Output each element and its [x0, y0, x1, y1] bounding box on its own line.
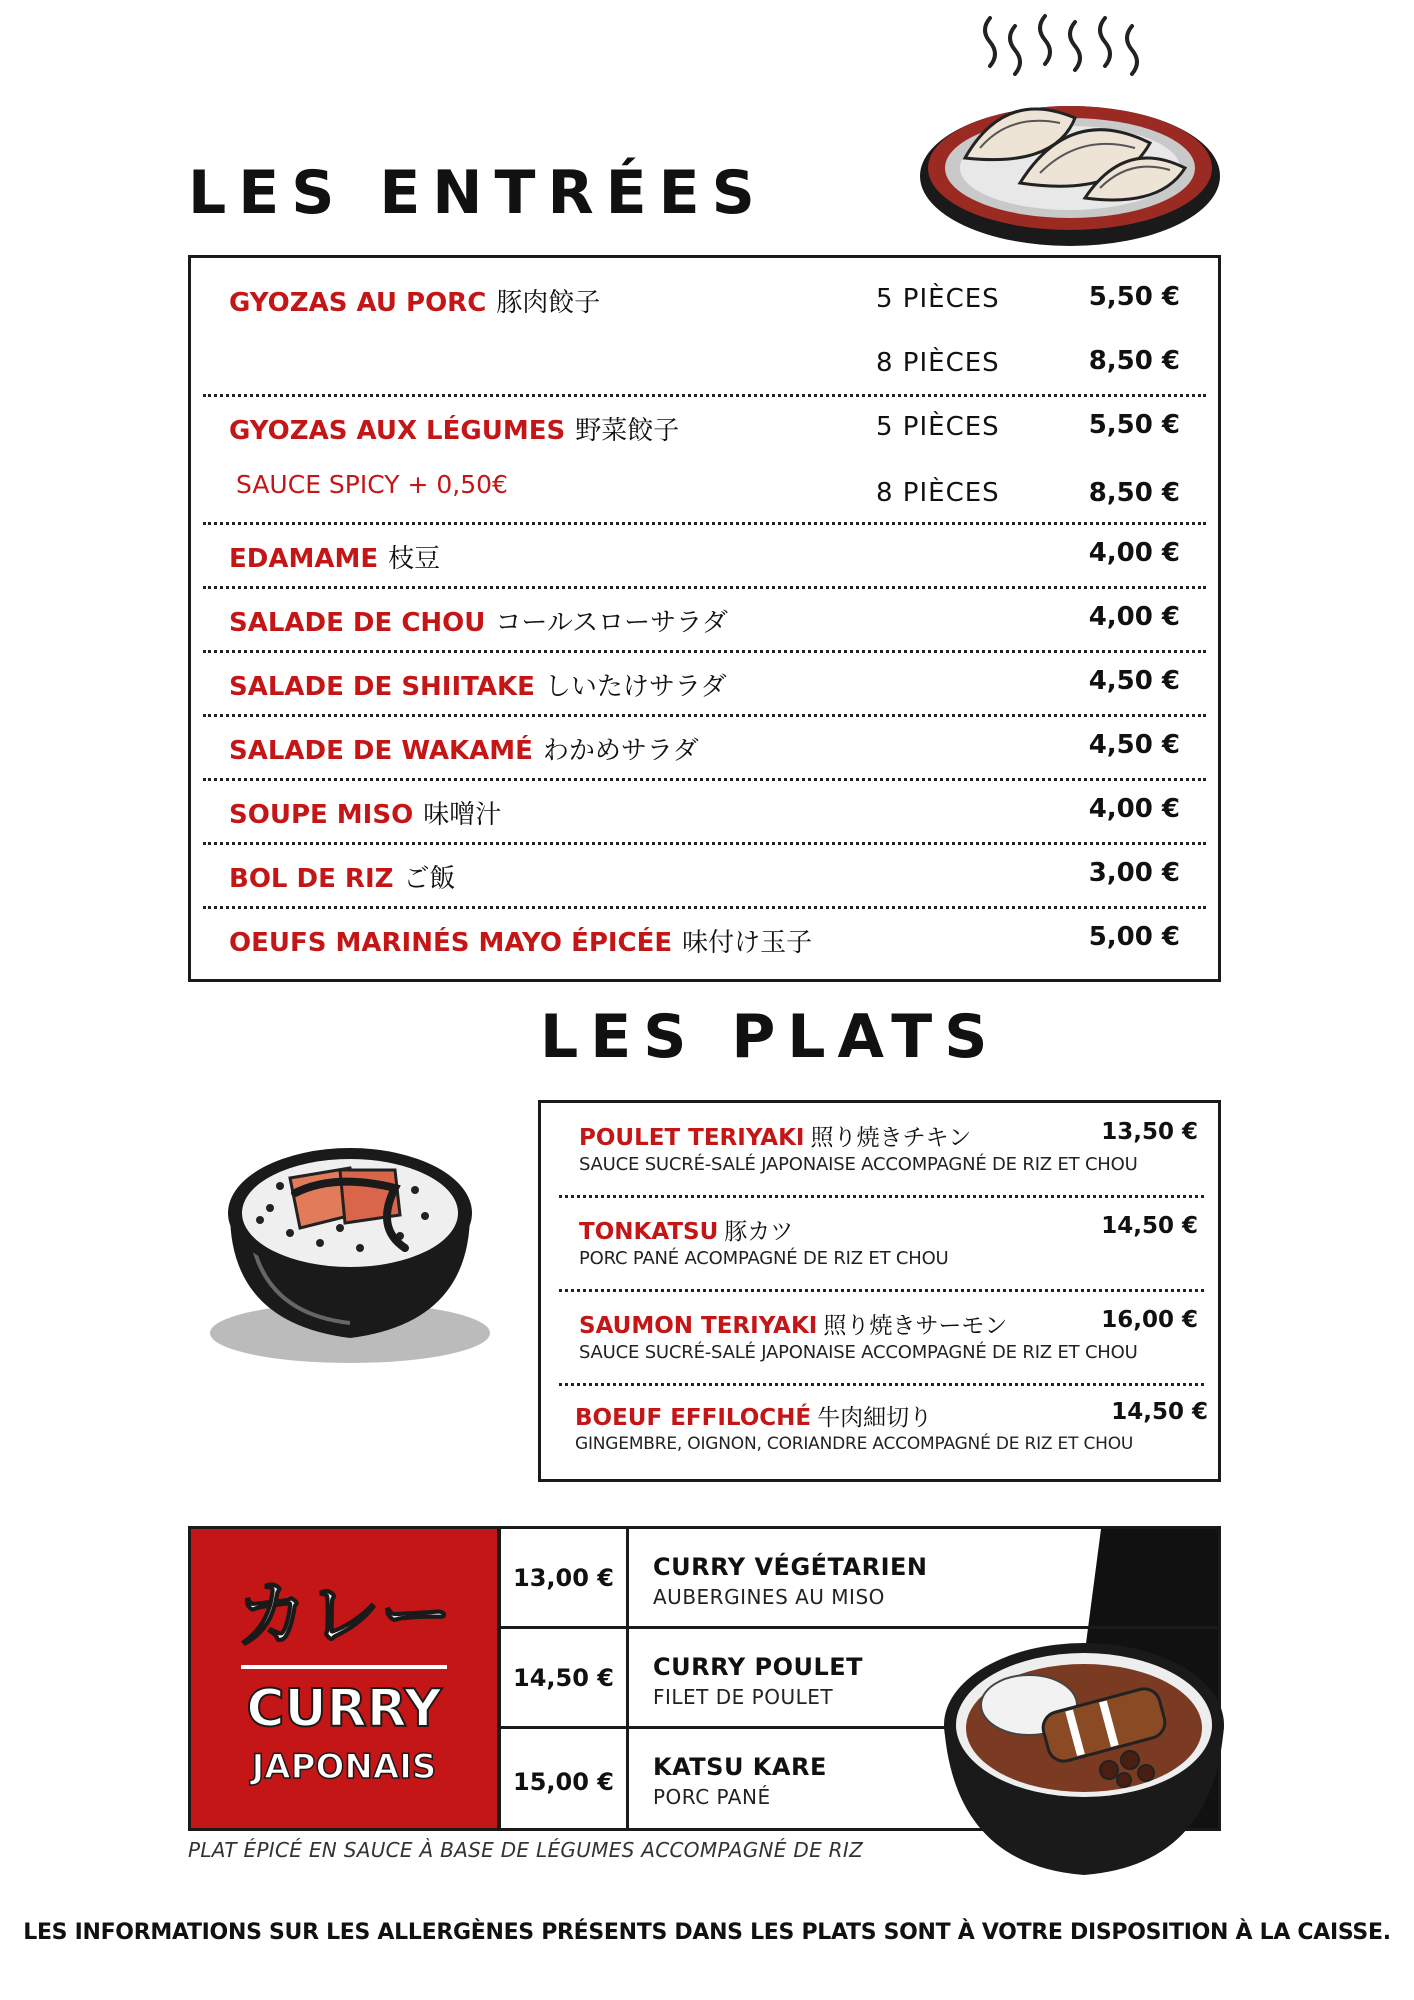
plat-name: SAUMON TERIYAKI 照り焼きサーモン [579, 1313, 1008, 1339]
plat-name: TONKATSU 豚カツ [579, 1219, 794, 1245]
curry-title-panel [188, 1526, 500, 1831]
entree-row [191, 332, 1218, 396]
plat-name: POULET TERIYAKI 照り焼きチキン [579, 1125, 972, 1151]
curry-name: CURRY POULET [653, 1653, 864, 1681]
dotted-divider [559, 1195, 1204, 1198]
entree-name: GYOZAS AU PORC 豚肉餃子 [229, 288, 601, 318]
entree-qty: 8 PIÈCES [876, 478, 1000, 508]
plat-price: 13,50 € [1101, 1119, 1198, 1145]
entree-qty: 5 PIÈCES [876, 284, 1000, 314]
entree-qty: 8 PIÈCES [876, 348, 1000, 378]
plat-price: 14,50 € [1111, 1399, 1208, 1425]
plat-item [575, 1399, 1212, 1454]
curry-description: PORC PANÉ [653, 1785, 771, 1809]
curry-description: FILET DE POULET [653, 1685, 834, 1709]
entree-row [191, 268, 1218, 332]
entree-name: BOL DE RIZ ご飯 [229, 864, 456, 894]
curry-name: KATSU KARE [653, 1753, 827, 1781]
entrees-table [188, 255, 1221, 982]
entree-row [191, 716, 1218, 780]
plat-price: 14,50 € [1101, 1213, 1198, 1239]
entree-name: GYOZAS AUX LÉGUMES 野菜餃子 [229, 416, 680, 446]
entree-name: SALADE DE CHOU コールスローサラダ [229, 608, 728, 638]
entree-price: 8,50 € [1088, 478, 1180, 508]
plat-description: GINGEMBRE, OIGNON, CORIANDRE ACCOMPAGNÉ DE RIZ ET CHOU [575, 1434, 1134, 1454]
allergen-footer: LES INFORMATIONS SUR LES ALLERGÈNES PRÉSENTS DANS LES PLATS SONT À VOTRE DISPOSITION À LA CAISSE. [23, 1920, 1391, 1945]
plat-name: BOEUF EFFILOCHÉ 牛肉細切り [575, 1405, 933, 1431]
curry-title-line1: CURRY [246, 1679, 442, 1739]
entree-price: 8,50 € [1088, 346, 1180, 376]
entree-price: 4,50 € [1088, 666, 1180, 696]
gyoza-bowl-illustration [910, 8, 1230, 258]
plat-description: SAUCE SUCRÉ-SALÉ JAPONAISE ACCOMPAGNÉ DE RIZ ET CHOU [579, 1342, 1138, 1363]
entree-price: 5,00 € [1088, 922, 1180, 952]
entrees-title: LES ENTRÉES [188, 158, 767, 228]
entree-price: 5,50 € [1088, 282, 1180, 312]
curry-description: AUBERGINES AU MISO [653, 1585, 885, 1609]
katsu-curry-bowl-illustration [934, 1630, 1234, 1880]
curry-row [501, 1529, 1218, 1629]
spicy-sauce-note: SAUCE SPICY + 0,50€ [236, 470, 508, 499]
curry-name: CURRY VÉGÉTARIEN [653, 1553, 928, 1581]
plat-price: 16,00 € [1101, 1307, 1198, 1333]
dotted-divider [559, 1383, 1204, 1386]
curry-price: 14,50 € [501, 1629, 629, 1726]
entree-row [191, 652, 1218, 716]
entree-name: EDAMAME 枝豆 [229, 544, 441, 574]
entree-name: OEUFS MARINÉS MAYO ÉPICÉE 味付け玉子 [229, 928, 813, 958]
entree-name: SALADE DE WAKAMÉ わかめサラダ [229, 736, 699, 766]
curry-price: 15,00 € [501, 1729, 629, 1831]
entree-qty: 5 PIÈCES [876, 412, 1000, 442]
plat-item [579, 1307, 1202, 1363]
entree-row [191, 908, 1218, 972]
entree-name: SALADE DE SHIITAKE しいたけサラダ [229, 672, 727, 702]
plat-item [579, 1213, 1202, 1269]
plat-description: PORC PANÉ ACOMPAGNÉ DE RIZ ET CHOU [579, 1248, 949, 1269]
entree-row [191, 588, 1218, 652]
entree-price: 5,50 € [1088, 410, 1180, 440]
entree-price: 4,00 € [1088, 794, 1180, 824]
plat-item [579, 1119, 1202, 1175]
plats-table [538, 1100, 1221, 1482]
entree-price: 3,00 € [1088, 858, 1180, 888]
title-divider [241, 1665, 447, 1669]
salmon-rice-bowl-illustration [200, 1108, 500, 1368]
curry-title-line2: JAPONAIS [251, 1747, 437, 1787]
entree-price: 4,50 € [1088, 730, 1180, 760]
plats-title: LES PLATS [540, 1002, 1000, 1072]
entree-name: SOUPE MISO 味噌汁 [229, 800, 502, 830]
entree-price: 4,00 € [1088, 538, 1180, 568]
entree-row [191, 524, 1218, 588]
entree-row [191, 780, 1218, 844]
entree-row [191, 456, 1218, 520]
curry-note: PLAT ÉPICÉ EN SAUCE À BASE DE LÉGUMES ACCOMPAGNÉ DE RIZ [188, 1838, 864, 1862]
entree-row [191, 396, 1218, 460]
curry-japanese-title: カレー [235, 1573, 452, 1657]
plat-description: SAUCE SUCRÉ-SALÉ JAPONAISE ACCOMPAGNÉ DE RIZ ET CHOU [579, 1154, 1138, 1175]
curry-price: 13,00 € [501, 1529, 629, 1626]
entree-price: 4,00 € [1088, 602, 1180, 632]
entree-row [191, 844, 1218, 908]
dotted-divider [559, 1289, 1204, 1292]
